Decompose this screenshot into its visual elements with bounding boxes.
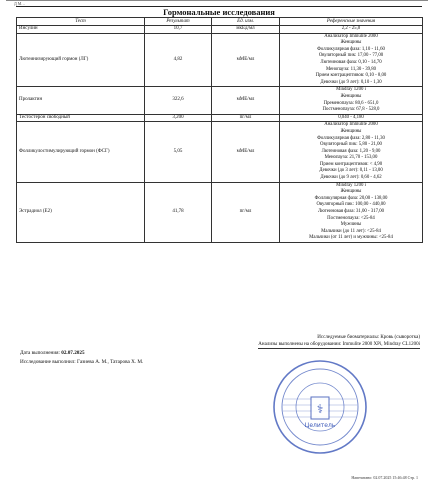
reference-line: Женщины — [340, 189, 362, 195]
result-unit: мМЕ/мл — [212, 122, 280, 182]
result-unit: пг/мл — [212, 114, 280, 122]
reference-line: Анализатор Immulite 2000 — [324, 122, 378, 128]
reference-line: Лютеиновая фаза: 1,20 - 9,00 — [321, 148, 381, 154]
test-name: Эстрадиол (Е2) — [17, 182, 145, 242]
test-name: Инсулин — [17, 26, 145, 34]
reference-line: Mindray 1200 i — [336, 182, 366, 188]
col-header-unit: Ед. изм. — [212, 18, 280, 26]
reference-line: Анализатор Immulite 2000 — [324, 33, 378, 39]
table-row — [17, 33, 423, 87]
test-name: Фолликулостимулирующий гормон (ФСГ) — [17, 122, 145, 182]
results-body — [17, 26, 423, 243]
result-value: 4,82 — [145, 33, 212, 87]
date-label: Дата выполнения: — [20, 350, 60, 356]
table-header-row — [17, 18, 423, 26]
results-table — [16, 17, 423, 243]
table-row — [17, 26, 423, 34]
reference-line: Мужчины — [340, 222, 362, 228]
svg-text:⚕: ⚕ — [316, 402, 324, 416]
test-name: Лютеинизирующий гормон (ЛГ) — [17, 33, 145, 87]
result-value: 5,05 — [145, 122, 212, 182]
table-row — [17, 114, 423, 122]
reference-range — [280, 122, 423, 182]
performer-line: Исследование выполнил: Газиева А. М., Татарова Х. М. — [20, 359, 144, 365]
result-unit: мМЕ/мл — [212, 33, 280, 87]
reference-range — [280, 182, 423, 242]
result-value: 10,7 — [145, 26, 212, 34]
reference-range — [280, 114, 423, 122]
reference-line: Постменопауза: <25-84 — [327, 215, 375, 221]
top-rule — [6, 0, 428, 1]
biomaterial-note: Исследуемые биоматериалы: Кровь (сыворотка) — [317, 335, 420, 340]
clinic-stamp — [270, 357, 370, 457]
reference-line: Овуляторный пик: 17,00 - 77,00 — [318, 53, 384, 59]
result-value: 3,200 — [145, 114, 212, 122]
reference-line: Лютеиновая фаза: 0,10 - 14,70 — [320, 59, 382, 65]
reference-line: Прием контрацептивов: < 4,90 — [319, 161, 383, 167]
reference-line: Постменопауза: 67,8 - 528,0 — [322, 107, 380, 113]
test-name: Пролактин — [17, 87, 145, 114]
document-title: Гормональные исследования — [16, 6, 422, 18]
reference-line: 0,040 - 4,180 — [338, 114, 364, 120]
reference-line: Фолликулярная фаза: 20,00 - 138,00 — [314, 195, 388, 201]
reference-line: Женщины — [340, 93, 362, 99]
reference-line: Мальчики (от 11 лет) и мужчины: <25-84 — [309, 235, 393, 241]
reference-line: Лютеиновая фаза: 31,00 - 317,00 — [317, 209, 385, 215]
reference-range — [280, 87, 423, 114]
reference-range — [280, 33, 423, 87]
reference-line: Менопауза: 21,70 - 153,00 — [324, 155, 378, 161]
reference-line: Девочки (до 9 лет): 0,60 - 4,62 — [320, 175, 382, 181]
stamp-text: Целитель — [304, 422, 336, 429]
result-value: 41,78 — [145, 182, 212, 242]
result-value: 322,6 — [145, 87, 212, 114]
reference-line: Овуляторный пик: 5,80 - 21,00 — [320, 142, 382, 148]
col-header-ref: Референсные значения — [280, 18, 423, 26]
reference-range — [280, 26, 423, 34]
reference-line: Мальчики (до 11 лет): <25-84 — [321, 228, 381, 234]
reference-line: Фолликулярная фаза: 1,10 - 11,60 — [317, 46, 385, 52]
reference-line: Фолликулярная фаза: 2,80 - 11,30 — [317, 135, 385, 141]
header-small-text: Д М… — [14, 1, 26, 6]
col-header-test: Тест — [17, 18, 145, 26]
reference-line: Овуляторный пик: 100,00 - 440,00 — [316, 202, 386, 208]
reference-line: Девочки (до 9 лет): 0,10 - 1,30 — [320, 79, 382, 85]
reference-line: 2,2 - 25,0 — [341, 26, 361, 31]
result-unit: пг/мл — [212, 182, 280, 242]
table-row — [17, 122, 423, 182]
equipment-note: Анализы выполнены на оборудовании: Immulite 2000 XPi, Mindray CL1200i — [258, 342, 420, 347]
reference-line: Менопауза: 11,30 - 39,80 — [325, 66, 377, 72]
table-row — [17, 87, 423, 114]
reference-line: Пременопауза: 80,6 - 651,0 — [323, 100, 379, 106]
result-unit: мМЕ/мл — [212, 87, 280, 114]
reference-line: Женщины — [340, 40, 362, 46]
result-unit: мкЕд/мл — [212, 26, 280, 34]
reference-line: Mindray 1200 i — [336, 87, 366, 93]
reference-line: Прием контрацептивов: 0,10 - 8,00 — [315, 73, 387, 79]
reference-line: Девочки (до 3 лет): 0,11 - 13,00 — [319, 168, 383, 174]
test-name: Тестостерон свободный — [17, 114, 145, 122]
print-footer: Напечатано: 02.07.2025 15:46:48 Стр. 1 — [351, 475, 418, 480]
reference-line: Женщины — [340, 128, 362, 134]
table-row — [17, 182, 423, 242]
col-header-result: Результат — [145, 18, 212, 26]
date-line — [20, 350, 85, 356]
date-value: 02.07.2025 — [61, 350, 85, 356]
